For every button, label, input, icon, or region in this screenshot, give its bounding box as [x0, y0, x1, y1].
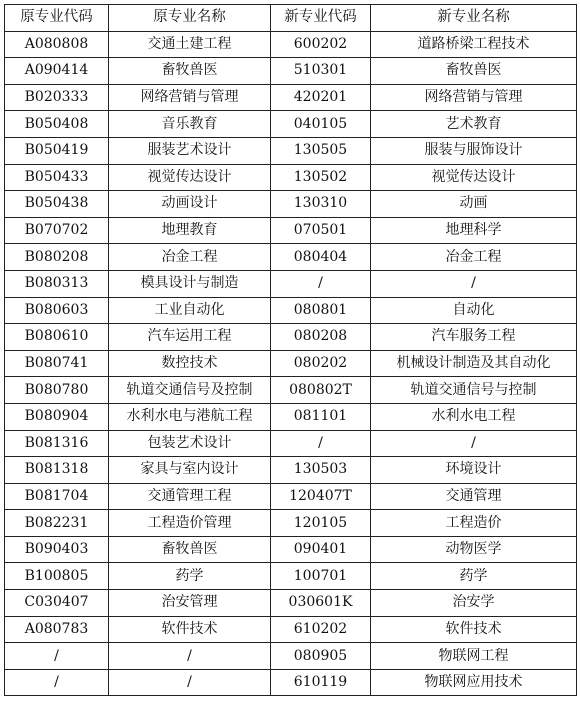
cell-new-name: 服装与服饰设计: [371, 137, 577, 164]
table-row: [5, 616, 577, 643]
cell-new-name: 物联网应用技术: [371, 669, 577, 696]
table-row: [5, 31, 577, 58]
cell-new-name: 汽车服务工程: [371, 324, 577, 351]
cell-old-name: 模具设计与制造: [109, 270, 271, 297]
table-header: [5, 5, 577, 32]
page: [4, 4, 577, 696]
cell-new-name: 冶金工程: [371, 244, 577, 271]
cell-old-name: /: [109, 643, 271, 670]
cell-old-name: 治安管理: [109, 590, 271, 617]
table-row: [5, 563, 577, 590]
cell-new-code: 040105: [271, 111, 371, 138]
cell-old-code: A090414: [5, 58, 109, 85]
cell-old-code: B081316: [5, 430, 109, 457]
cell-old-name: 动画设计: [109, 191, 271, 218]
cell-old-name: 音乐教育: [109, 111, 271, 138]
cell-new-code: 100701: [271, 563, 371, 590]
cell-new-name: /: [371, 270, 577, 297]
cell-old-name: /: [109, 669, 271, 696]
cell-new-name: 工程造价: [371, 510, 577, 537]
cell-old-name: 工程造价管理: [109, 510, 271, 537]
cell-old-name: 工业自动化: [109, 297, 271, 324]
cell-new-code: 420201: [271, 84, 371, 111]
header-old-code: 原专业代码: [5, 5, 109, 32]
header-old-name: 原专业名称: [109, 5, 271, 32]
cell-new-name: 艺术教育: [371, 111, 577, 138]
cell-old-name: 畜牧兽医: [109, 58, 271, 85]
cell-new-code: 610119: [271, 669, 371, 696]
cell-new-code: 610202: [271, 616, 371, 643]
cell-old-code: B081704: [5, 483, 109, 510]
cell-new-name: 交通管理: [371, 483, 577, 510]
cell-new-code: 130502: [271, 164, 371, 191]
cell-new-name: 机械设计制造及其自动化: [371, 350, 577, 377]
header-new-code: 新专业代码: [271, 5, 371, 32]
cell-new-name: 网络营销与管理: [371, 84, 577, 111]
cell-old-code: /: [5, 643, 109, 670]
cell-old-name: 冶金工程: [109, 244, 271, 271]
cell-old-name: 视觉传达设计: [109, 164, 271, 191]
cell-old-name: 畜牧兽医: [109, 536, 271, 563]
cell-new-code: 510301: [271, 58, 371, 85]
cell-old-name: 数控技术: [109, 350, 271, 377]
table-row: [5, 84, 577, 111]
table-row: [5, 217, 577, 244]
cell-old-name: 汽车运用工程: [109, 324, 271, 351]
cell-old-code: B082231: [5, 510, 109, 537]
cell-old-code: B050408: [5, 111, 109, 138]
table-row: [5, 58, 577, 85]
cell-new-name: 视觉传达设计: [371, 164, 577, 191]
cell-old-code: A080783: [5, 616, 109, 643]
table-row: [5, 403, 577, 430]
cell-old-code: B050438: [5, 191, 109, 218]
cell-old-code: A080808: [5, 31, 109, 58]
table-row: [5, 164, 577, 191]
major-code-mapping-table: [4, 4, 577, 696]
cell-new-name: 畜牧兽医: [371, 58, 577, 85]
cell-old-name: 服装艺术设计: [109, 137, 271, 164]
table-row: [5, 669, 577, 696]
cell-new-code: 120105: [271, 510, 371, 537]
cell-old-name: 水利水电与港航工程: [109, 403, 271, 430]
cell-old-name: 包装艺术设计: [109, 430, 271, 457]
cell-old-code: B080208: [5, 244, 109, 271]
cell-old-name: 交通土建工程: [109, 31, 271, 58]
cell-old-name: 地理教育: [109, 217, 271, 244]
cell-new-code: 120407T: [271, 483, 371, 510]
cell-new-code: 080202: [271, 350, 371, 377]
cell-new-name: 自动化: [371, 297, 577, 324]
cell-old-code: B080741: [5, 350, 109, 377]
cell-old-code: B080904: [5, 403, 109, 430]
cell-new-code: 600202: [271, 31, 371, 58]
header-new-name: 新专业名称: [371, 5, 577, 32]
cell-old-code: B100805: [5, 563, 109, 590]
cell-old-code: B090403: [5, 536, 109, 563]
cell-new-code: /: [271, 430, 371, 457]
cell-old-code: B080313: [5, 270, 109, 297]
cell-new-name: 道路桥梁工程技术: [371, 31, 577, 58]
cell-old-name: 网络营销与管理: [109, 84, 271, 111]
cell-new-name: 地理科学: [371, 217, 577, 244]
table-row: [5, 483, 577, 510]
cell-old-code: C030407: [5, 590, 109, 617]
table-row: [5, 191, 577, 218]
cell-old-name: 药学: [109, 563, 271, 590]
cell-old-code: /: [5, 669, 109, 696]
cell-new-code: 080905: [271, 643, 371, 670]
table-row: [5, 350, 577, 377]
cell-new-code: 130503: [271, 457, 371, 484]
cell-new-code: 080404: [271, 244, 371, 271]
cell-old-code: B081318: [5, 457, 109, 484]
cell-old-name: 软件技术: [109, 616, 271, 643]
table-row: [5, 377, 577, 404]
table-row: [5, 137, 577, 164]
cell-new-name: 动物医学: [371, 536, 577, 563]
table-row: [5, 270, 577, 297]
table-row: [5, 510, 577, 537]
cell-new-name: 治安学: [371, 590, 577, 617]
cell-new-code: 130505: [271, 137, 371, 164]
cell-new-code: 080208: [271, 324, 371, 351]
table-row: [5, 324, 577, 351]
cell-new-name: 动画: [371, 191, 577, 218]
cell-new-code: 080801: [271, 297, 371, 324]
cell-old-code: B080780: [5, 377, 109, 404]
cell-old-name: 家具与室内设计: [109, 457, 271, 484]
cell-old-code: B050433: [5, 164, 109, 191]
cell-old-name: 轨道交通信号及控制: [109, 377, 271, 404]
cell-new-code: 130310: [271, 191, 371, 218]
table-row: [5, 244, 577, 271]
table-row: [5, 536, 577, 563]
cell-new-code: 081101: [271, 403, 371, 430]
cell-new-code: /: [271, 270, 371, 297]
cell-old-name: 交通管理工程: [109, 483, 271, 510]
cell-old-code: B050419: [5, 137, 109, 164]
cell-new-name: 轨道交通信号与控制: [371, 377, 577, 404]
cell-new-name: /: [371, 430, 577, 457]
header-row: [5, 5, 577, 32]
cell-new-name: 药学: [371, 563, 577, 590]
cell-new-code: 030601K: [271, 590, 371, 617]
cell-new-name: 物联网工程: [371, 643, 577, 670]
table-row: [5, 457, 577, 484]
table-body: [5, 31, 577, 696]
table-row: [5, 297, 577, 324]
table-row: [5, 430, 577, 457]
cell-new-code: 090401: [271, 536, 371, 563]
cell-old-code: B070702: [5, 217, 109, 244]
cell-new-code: 070501: [271, 217, 371, 244]
cell-new-name: 环境设计: [371, 457, 577, 484]
cell-new-name: 软件技术: [371, 616, 577, 643]
cell-new-code: 080802T: [271, 377, 371, 404]
table-row: [5, 643, 577, 670]
table-row: [5, 590, 577, 617]
cell-new-name: 水利水电工程: [371, 403, 577, 430]
cell-old-code: B020333: [5, 84, 109, 111]
cell-old-code: B080603: [5, 297, 109, 324]
table-row: [5, 111, 577, 138]
cell-old-code: B080610: [5, 324, 109, 351]
